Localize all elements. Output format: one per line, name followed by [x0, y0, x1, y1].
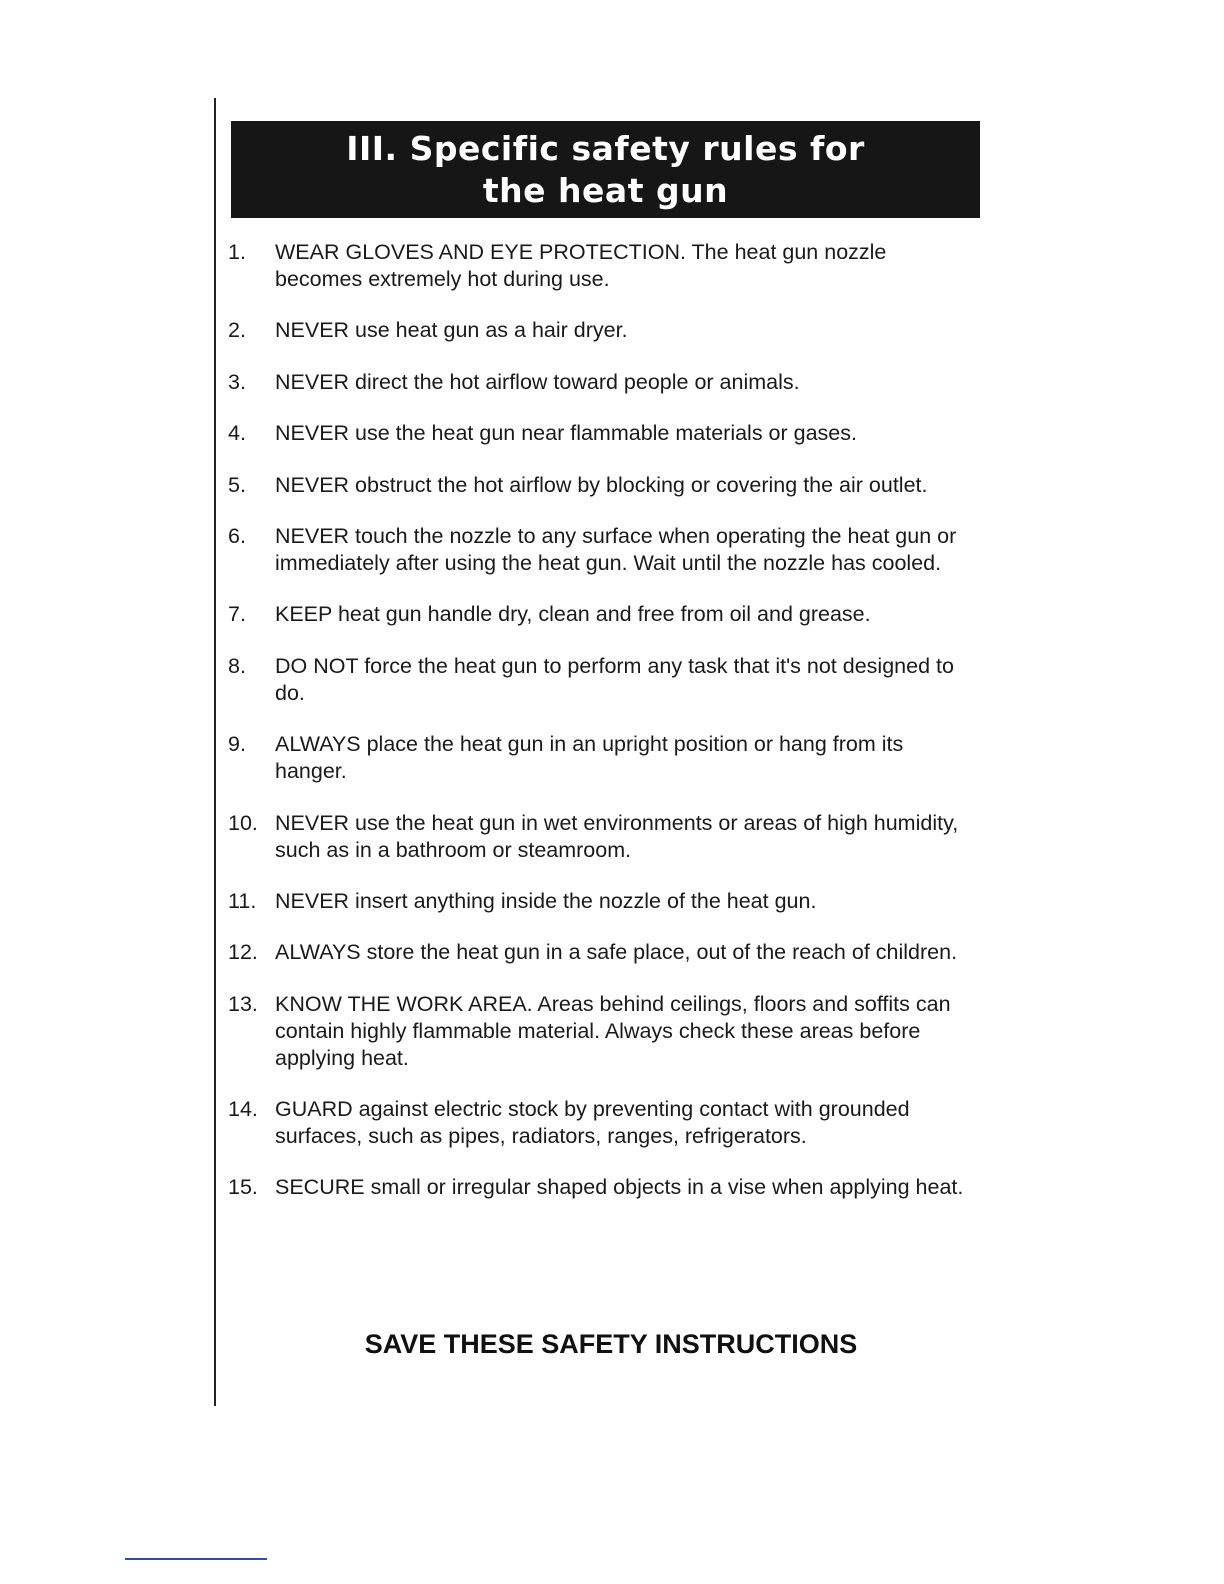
rule-text: NEVER use the heat gun near flammable materials or gases.	[275, 421, 857, 446]
rule-item-14	[228, 1096, 978, 1150]
margin-rule	[214, 98, 216, 1406]
rule-item-13	[228, 991, 978, 1072]
rule-text: GUARD against electric stock by preventing contact with grounded surfaces, such as pipes, radiators, ranges, refrigerators.	[275, 1097, 910, 1149]
rule-number: 10.	[228, 810, 258, 835]
rule-item-7	[228, 601, 978, 628]
rule-number: 12.	[228, 940, 258, 965]
rule-text: NEVER insert anything inside the nozzle of the heat gun.	[275, 888, 817, 913]
rule-number: 9.	[228, 732, 246, 757]
rule-number: 5.	[228, 472, 246, 497]
rule-number: 4.	[228, 421, 246, 446]
rule-number: 13.	[228, 991, 258, 1016]
section-header	[231, 121, 980, 218]
section-title-line-2: the heat gun	[482, 170, 729, 210]
rule-item-10	[228, 810, 978, 864]
rule-item-12	[228, 939, 978, 966]
rule-item-8	[228, 653, 978, 707]
rule-item-3	[228, 369, 978, 396]
rule-number: 14.	[228, 1097, 258, 1122]
rule-item-2	[228, 317, 978, 344]
rule-text: SECURE small or irregular shaped objects in a vise when applying heat.	[275, 1175, 964, 1200]
footer-rule	[125, 1558, 267, 1560]
rule-number: 2.	[228, 318, 246, 343]
rule-item-11	[228, 888, 978, 915]
rule-number: 1.	[228, 240, 246, 264]
rule-text: NEVER use the heat gun in wet environments or areas of high humidity, such as in a bathroom or steamroom.	[275, 810, 959, 862]
rule-item-5	[228, 472, 978, 499]
rule-text: NEVER direct the hot airflow toward people or animals.	[275, 369, 800, 394]
rule-item-15	[228, 1174, 978, 1201]
rule-text: NEVER obstruct the hot airflow by blocking or covering the air outlet.	[275, 472, 928, 497]
rule-number: 3.	[228, 369, 246, 394]
save-instructions-note: SAVE THESE SAFETY INSTRUCTIONS	[364, 1329, 858, 1359]
rule-text: KEEP heat gun handle dry, clean and free from oil and grease.	[275, 602, 871, 627]
rule-number: 6.	[228, 523, 246, 548]
rule-text: ALWAYS place the heat gun in an upright position or hang from its hanger.	[275, 732, 904, 784]
rule-text: ALWAYS store the heat gun in a safe place, out of the reach of children.	[275, 940, 958, 965]
rule-text: NEVER touch the nozzle to any surface when operating the heat gun or immediately after using the heat gun. Wait until the nozzle has cooled.	[275, 523, 957, 575]
rule-number: 15.	[228, 1175, 258, 1200]
rule-text: DO NOT force the heat gun to perform any task that it's not designed to do.	[275, 653, 954, 705]
rule-item-1	[228, 239, 978, 293]
rule-number: 11.	[228, 888, 257, 913]
section-title-line-1: III. Specific safety rules for	[346, 128, 865, 168]
rule-item-4	[228, 420, 978, 447]
rule-number: 8.	[228, 653, 246, 678]
section-title	[346, 128, 865, 212]
rule-number: 7.	[228, 602, 246, 627]
rule-text: KNOW THE WORK AREA. Areas behind ceilings, floors and soffits can contain highly flammable material. Always check these areas before applying heat.	[275, 991, 951, 1070]
rule-text: NEVER use heat gun as a hair dryer.	[275, 318, 628, 343]
rule-item-6	[228, 523, 978, 577]
rule-item-9	[228, 731, 978, 785]
safety-rules-list	[228, 239, 978, 1226]
rule-text: WEAR GLOVES AND EYE PROTECTION. The heat gun nozzle becomes extremely hot during use.	[275, 240, 887, 291]
